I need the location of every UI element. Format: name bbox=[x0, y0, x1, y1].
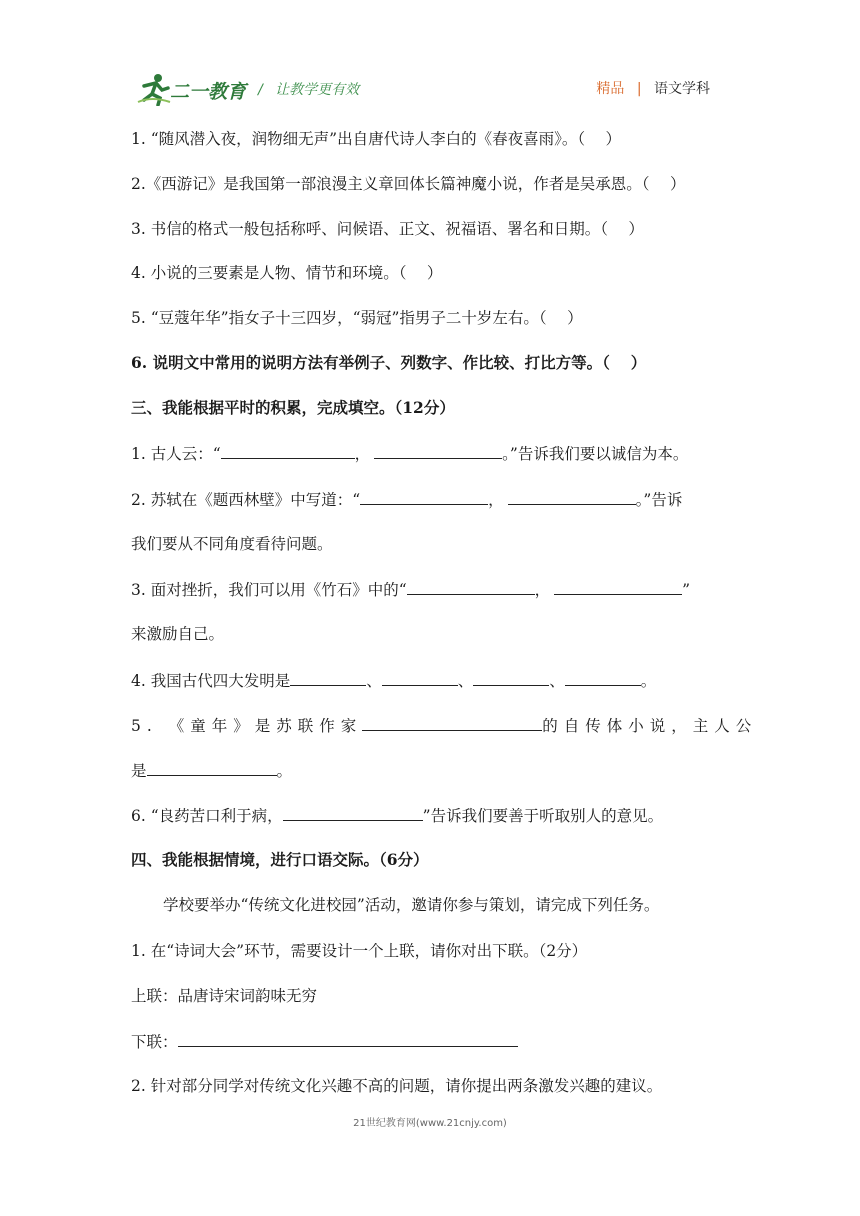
fill-q6-text-a: 6. “良药苦口利于病， bbox=[131, 807, 283, 825]
logo-text: 二一教育 bbox=[170, 81, 247, 103]
oral-question-2: 2. 针对部分同学对传统文化兴趣不高的问题，请你提出两条激发兴趣的建议。 bbox=[131, 1077, 663, 1095]
slogan-text: 让教学更有效 bbox=[275, 82, 360, 98]
fill-q1-text-c: 。”告诉我们要以诚信为本。 bbox=[502, 445, 689, 463]
logo bbox=[136, 72, 256, 106]
slogan-separator: / bbox=[258, 82, 263, 98]
section4-intro: 学校要举办“传统文化进校园”活动，邀请你参与策划，请完成下列任务。 bbox=[163, 896, 660, 914]
answer-blank[interactable] bbox=[147, 759, 277, 776]
fill-question-1 bbox=[131, 442, 688, 465]
fill-q4-text-a: 4. 我国古代四大发明是 bbox=[131, 672, 291, 690]
fill-question-5 bbox=[131, 714, 758, 737]
slogan bbox=[258, 79, 359, 99]
fill-q4-end: 。 bbox=[640, 672, 657, 690]
answer-blank[interactable] bbox=[473, 669, 549, 686]
fill-q6-text-b: ”告诉我们要善于听取别人的意见。 bbox=[422, 807, 664, 825]
judge-question-4: 4. 小说的三要素是人物、情节和环境。（ ） bbox=[131, 264, 443, 282]
fill-question-2-continued: 我们要从不同角度看待问题。 bbox=[131, 535, 333, 553]
page-footer: 21世纪教育网(www.21cnjy.com) bbox=[353, 1118, 507, 1129]
answer-blank[interactable] bbox=[407, 578, 535, 595]
judge-question-3: 3. 书信的格式一般包括称呼、问候语、正文、祝福语、署名和日期。（ ） bbox=[131, 220, 644, 238]
page-header bbox=[136, 72, 716, 106]
answer-blank[interactable] bbox=[374, 442, 502, 459]
fill-q1-text-b: ， bbox=[354, 445, 371, 463]
runner-logo-icon bbox=[136, 72, 172, 106]
upper-couplet: 上联：品唐诗宋词韵味无穷 bbox=[131, 987, 318, 1005]
header-tags bbox=[596, 78, 710, 98]
fill-q5-text-a: 5. 《童年》是苏联作家 bbox=[131, 717, 363, 735]
fill-q4-sep: 、 bbox=[457, 672, 474, 690]
answer-blank[interactable] bbox=[360, 488, 488, 505]
answer-blank[interactable] bbox=[554, 578, 682, 595]
oral-question-1: 1. 在“诗词大会”环节，需要设计一个上联，请你对出下联。（2分） bbox=[131, 942, 588, 960]
judge-question-1: 1. “随风潜入夜，润物细无声”出自唐代诗人李白的《春夜喜雨》。（ ） bbox=[131, 130, 621, 148]
fill-question-5-continued bbox=[131, 759, 292, 782]
judge-question-6: 6. 说明文中常用的说明方法有举例子、列数字、作比较、打比方等。（ ） bbox=[131, 353, 647, 372]
judge-question-5: 5. “豆蔻年华”指女子十三四岁，“弱冠”指男子二十岁左右。（ ） bbox=[131, 309, 583, 327]
fill-q2-text-c: 。”告诉 bbox=[635, 491, 683, 509]
fill-question-3 bbox=[131, 578, 690, 601]
fill-q2-text-b: ， bbox=[488, 491, 504, 509]
fill-q5-cont-b: 。 bbox=[276, 762, 293, 780]
fill-q4-sep: 、 bbox=[366, 672, 382, 690]
fill-question-3-continued: 来激励自己。 bbox=[131, 625, 225, 643]
fill-q3-text-a: 3. 面对挫折，我们可以用《竹石》中的“ bbox=[131, 581, 407, 599]
fill-q1-text-a: 1. 古人云：“ bbox=[131, 445, 221, 463]
fill-question-6 bbox=[131, 804, 663, 827]
section3-title: 三、我能根据平时的积累，完成填空。（12分） bbox=[131, 398, 455, 417]
section4-title: 四、我能根据情境，进行口语交际。（6分） bbox=[131, 850, 429, 869]
fill-question-4 bbox=[131, 669, 656, 692]
answer-blank[interactable] bbox=[221, 442, 355, 459]
fill-q4-sep: 、 bbox=[549, 672, 565, 690]
answer-blank[interactable] bbox=[508, 488, 636, 505]
fill-q3-text-c: ” bbox=[682, 581, 691, 599]
fill-q5-cont-a: 是 bbox=[131, 762, 147, 780]
quality-tag: 精品 bbox=[596, 81, 625, 97]
lower-couplet bbox=[131, 1030, 518, 1053]
fill-q5-text-b: 的自传体小说，主人公 bbox=[542, 717, 758, 735]
subject-tag: 语文学科 bbox=[654, 81, 710, 97]
answer-blank[interactable] bbox=[382, 669, 458, 686]
fill-question-2 bbox=[131, 488, 682, 511]
answer-blank[interactable] bbox=[178, 1030, 518, 1047]
answer-blank[interactable] bbox=[283, 804, 423, 821]
answer-blank[interactable] bbox=[290, 669, 366, 686]
lower-couplet-label: 下联： bbox=[131, 1033, 178, 1051]
fill-q3-text-b: ， bbox=[534, 581, 551, 599]
answer-blank[interactable] bbox=[362, 714, 542, 731]
judge-question-2: 2.《西游记》是我国第一部浪漫主义章回体长篇神魔小说，作者是吴承恩。（ ） bbox=[131, 175, 686, 193]
fill-q2-text-a: 2. 苏轼在《题西林壁》中写道：“ bbox=[131, 491, 361, 509]
answer-blank[interactable] bbox=[565, 669, 641, 686]
tag-separator: | bbox=[636, 81, 642, 97]
